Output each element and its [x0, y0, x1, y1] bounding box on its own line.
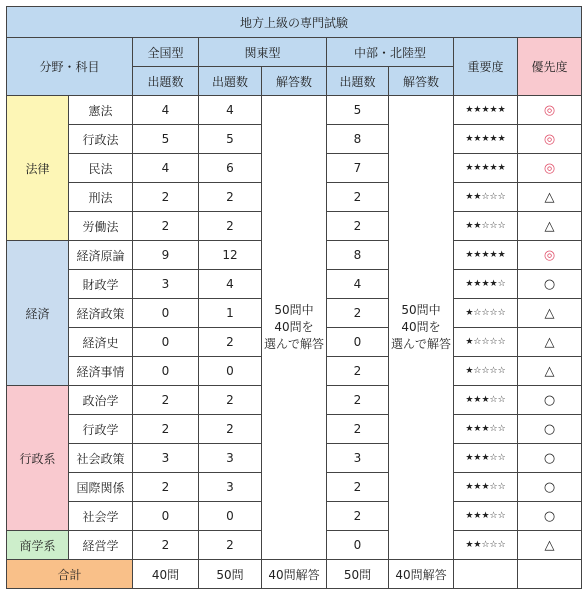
importance-stars: ★☆☆☆☆ — [454, 299, 518, 328]
kanto-count: 1 — [199, 299, 262, 328]
national-count: 2 — [133, 183, 199, 212]
chubu-count: 0 — [327, 531, 389, 560]
national-count: 5 — [133, 125, 199, 154]
kanto-count: 2 — [199, 386, 262, 415]
priority-mark: ○ — [518, 444, 582, 473]
priority-mark: ○ — [518, 415, 582, 444]
kanto-count: 12 — [199, 241, 262, 270]
subject-cell: 民法 — [69, 154, 133, 183]
importance-header: 重要度 — [454, 38, 518, 96]
priority-mark: △ — [518, 299, 582, 328]
national-count: 0 — [133, 502, 199, 531]
total-chubu-answers: 40問解答 — [389, 560, 454, 589]
importance-stars: ★☆☆☆☆ — [454, 328, 518, 357]
importance-stars: ★★★☆☆ — [454, 444, 518, 473]
priority-mark: ○ — [518, 270, 582, 299]
national-count: 0 — [133, 357, 199, 386]
exam-table — [6, 6, 582, 589]
table-row — [7, 96, 582, 125]
total-kanto-answers: 40問解答 — [262, 560, 327, 589]
priority-mark: △ — [518, 183, 582, 212]
subject-cell: 社会政策 — [69, 444, 133, 473]
national-questions-header: 出題数 — [133, 67, 199, 96]
priority-header: 優先度 — [518, 38, 582, 96]
chubu-count: 7 — [327, 154, 389, 183]
importance-stars: ★★★☆☆ — [454, 386, 518, 415]
subject-cell: 労働法 — [69, 212, 133, 241]
subject-cell: 経済原論 — [69, 241, 133, 270]
importance-stars: ★★★★★ — [454, 154, 518, 183]
priority-mark: ○ — [518, 473, 582, 502]
table-title: 地方上級の専門試験 — [7, 7, 582, 38]
priority-mark: ◎ — [518, 154, 582, 183]
importance-stars: ★★☆☆☆ — [454, 212, 518, 241]
subject-cell: 経済政策 — [69, 299, 133, 328]
chubu-answer-note: 50問中 40問を 選んで解答 — [389, 96, 454, 560]
total-row — [7, 560, 582, 589]
chubu-count: 0 — [327, 328, 389, 357]
chubu-count: 2 — [327, 473, 389, 502]
subject-cell: 経営学 — [69, 531, 133, 560]
national-count: 3 — [133, 270, 199, 299]
field-subject-header: 分野・科目 — [7, 38, 133, 96]
importance-stars: ★☆☆☆☆ — [454, 357, 518, 386]
total-priority-empty — [518, 560, 582, 589]
kanto-questions-header: 出題数 — [199, 67, 262, 96]
chubu-answers-header: 解答数 — [389, 67, 454, 96]
subject-cell: 政治学 — [69, 386, 133, 415]
national-count: 9 — [133, 241, 199, 270]
priority-mark: ◎ — [518, 125, 582, 154]
national-count: 0 — [133, 299, 199, 328]
priority-mark: ◎ — [518, 96, 582, 125]
kanto-count: 3 — [199, 473, 262, 502]
subject-cell: 財政学 — [69, 270, 133, 299]
chubu-count: 2 — [327, 386, 389, 415]
chubu-count: 2 — [327, 183, 389, 212]
subject-cell: 刑法 — [69, 183, 133, 212]
chubu-questions-header: 出題数 — [327, 67, 389, 96]
chubu-count: 2 — [327, 502, 389, 531]
kanto-answer-note: 50問中 40問を 選んで解答 — [262, 96, 327, 560]
importance-stars: ★★☆☆☆ — [454, 531, 518, 560]
kanto-count: 2 — [199, 212, 262, 241]
kanto-count: 2 — [199, 328, 262, 357]
chubu-count: 8 — [327, 241, 389, 270]
kanto-count: 6 — [199, 154, 262, 183]
kanto-type-header: 関東型 — [199, 38, 327, 67]
kanto-count: 2 — [199, 183, 262, 212]
total-national: 40問 — [133, 560, 199, 589]
national-count: 2 — [133, 212, 199, 241]
priority-mark: ○ — [518, 502, 582, 531]
chubu-count: 2 — [327, 299, 389, 328]
kanto-count: 5 — [199, 125, 262, 154]
national-count: 2 — [133, 473, 199, 502]
category-administration: 行政系 — [7, 386, 69, 531]
chubu-count: 2 — [327, 357, 389, 386]
chubu-count: 3 — [327, 444, 389, 473]
importance-stars: ★★★★★ — [454, 241, 518, 270]
subject-cell: 社会学 — [69, 502, 133, 531]
priority-mark: △ — [518, 328, 582, 357]
priority-mark: ○ — [518, 386, 582, 415]
chubu-count: 5 — [327, 96, 389, 125]
importance-stars: ★★★★☆ — [454, 270, 518, 299]
importance-stars: ★★★★★ — [454, 96, 518, 125]
total-chubu-questions: 50問 — [327, 560, 389, 589]
subject-cell: 国際関係 — [69, 473, 133, 502]
category-law: 法律 — [7, 96, 69, 241]
priority-mark: △ — [518, 357, 582, 386]
chubu-count: 2 — [327, 212, 389, 241]
kanto-count: 4 — [199, 270, 262, 299]
chubu-count: 8 — [327, 125, 389, 154]
importance-stars: ★★★☆☆ — [454, 473, 518, 502]
importance-stars: ★★★☆☆ — [454, 415, 518, 444]
kanto-count: 4 — [199, 96, 262, 125]
national-count: 2 — [133, 386, 199, 415]
category-commerce: 商学系 — [7, 531, 69, 560]
category-economics: 経済 — [7, 241, 69, 386]
chubu-count: 4 — [327, 270, 389, 299]
chubu-count: 2 — [327, 415, 389, 444]
subject-cell: 経済史 — [69, 328, 133, 357]
priority-mark: ◎ — [518, 241, 582, 270]
national-count: 0 — [133, 328, 199, 357]
national-type-header: 全国型 — [133, 38, 199, 67]
kanto-count: 0 — [199, 502, 262, 531]
subject-cell: 経済事情 — [69, 357, 133, 386]
importance-stars: ★★☆☆☆ — [454, 183, 518, 212]
total-kanto-questions: 50問 — [199, 560, 262, 589]
national-count: 4 — [133, 96, 199, 125]
priority-mark: △ — [518, 531, 582, 560]
national-count: 3 — [133, 444, 199, 473]
kanto-count: 3 — [199, 444, 262, 473]
subject-cell: 行政法 — [69, 125, 133, 154]
national-count: 2 — [133, 415, 199, 444]
chubu-type-header: 中部・北陸型 — [327, 38, 454, 67]
total-label: 合計 — [7, 560, 133, 589]
importance-stars: ★★★☆☆ — [454, 502, 518, 531]
kanto-answers-header: 解答数 — [262, 67, 327, 96]
kanto-count: 2 — [199, 531, 262, 560]
subject-cell: 憲法 — [69, 96, 133, 125]
kanto-count: 2 — [199, 415, 262, 444]
importance-stars: ★★★★★ — [454, 125, 518, 154]
total-importance-empty — [454, 560, 518, 589]
national-count: 2 — [133, 531, 199, 560]
national-count: 4 — [133, 154, 199, 183]
subject-cell: 行政学 — [69, 415, 133, 444]
priority-mark: △ — [518, 212, 582, 241]
kanto-count: 0 — [199, 357, 262, 386]
